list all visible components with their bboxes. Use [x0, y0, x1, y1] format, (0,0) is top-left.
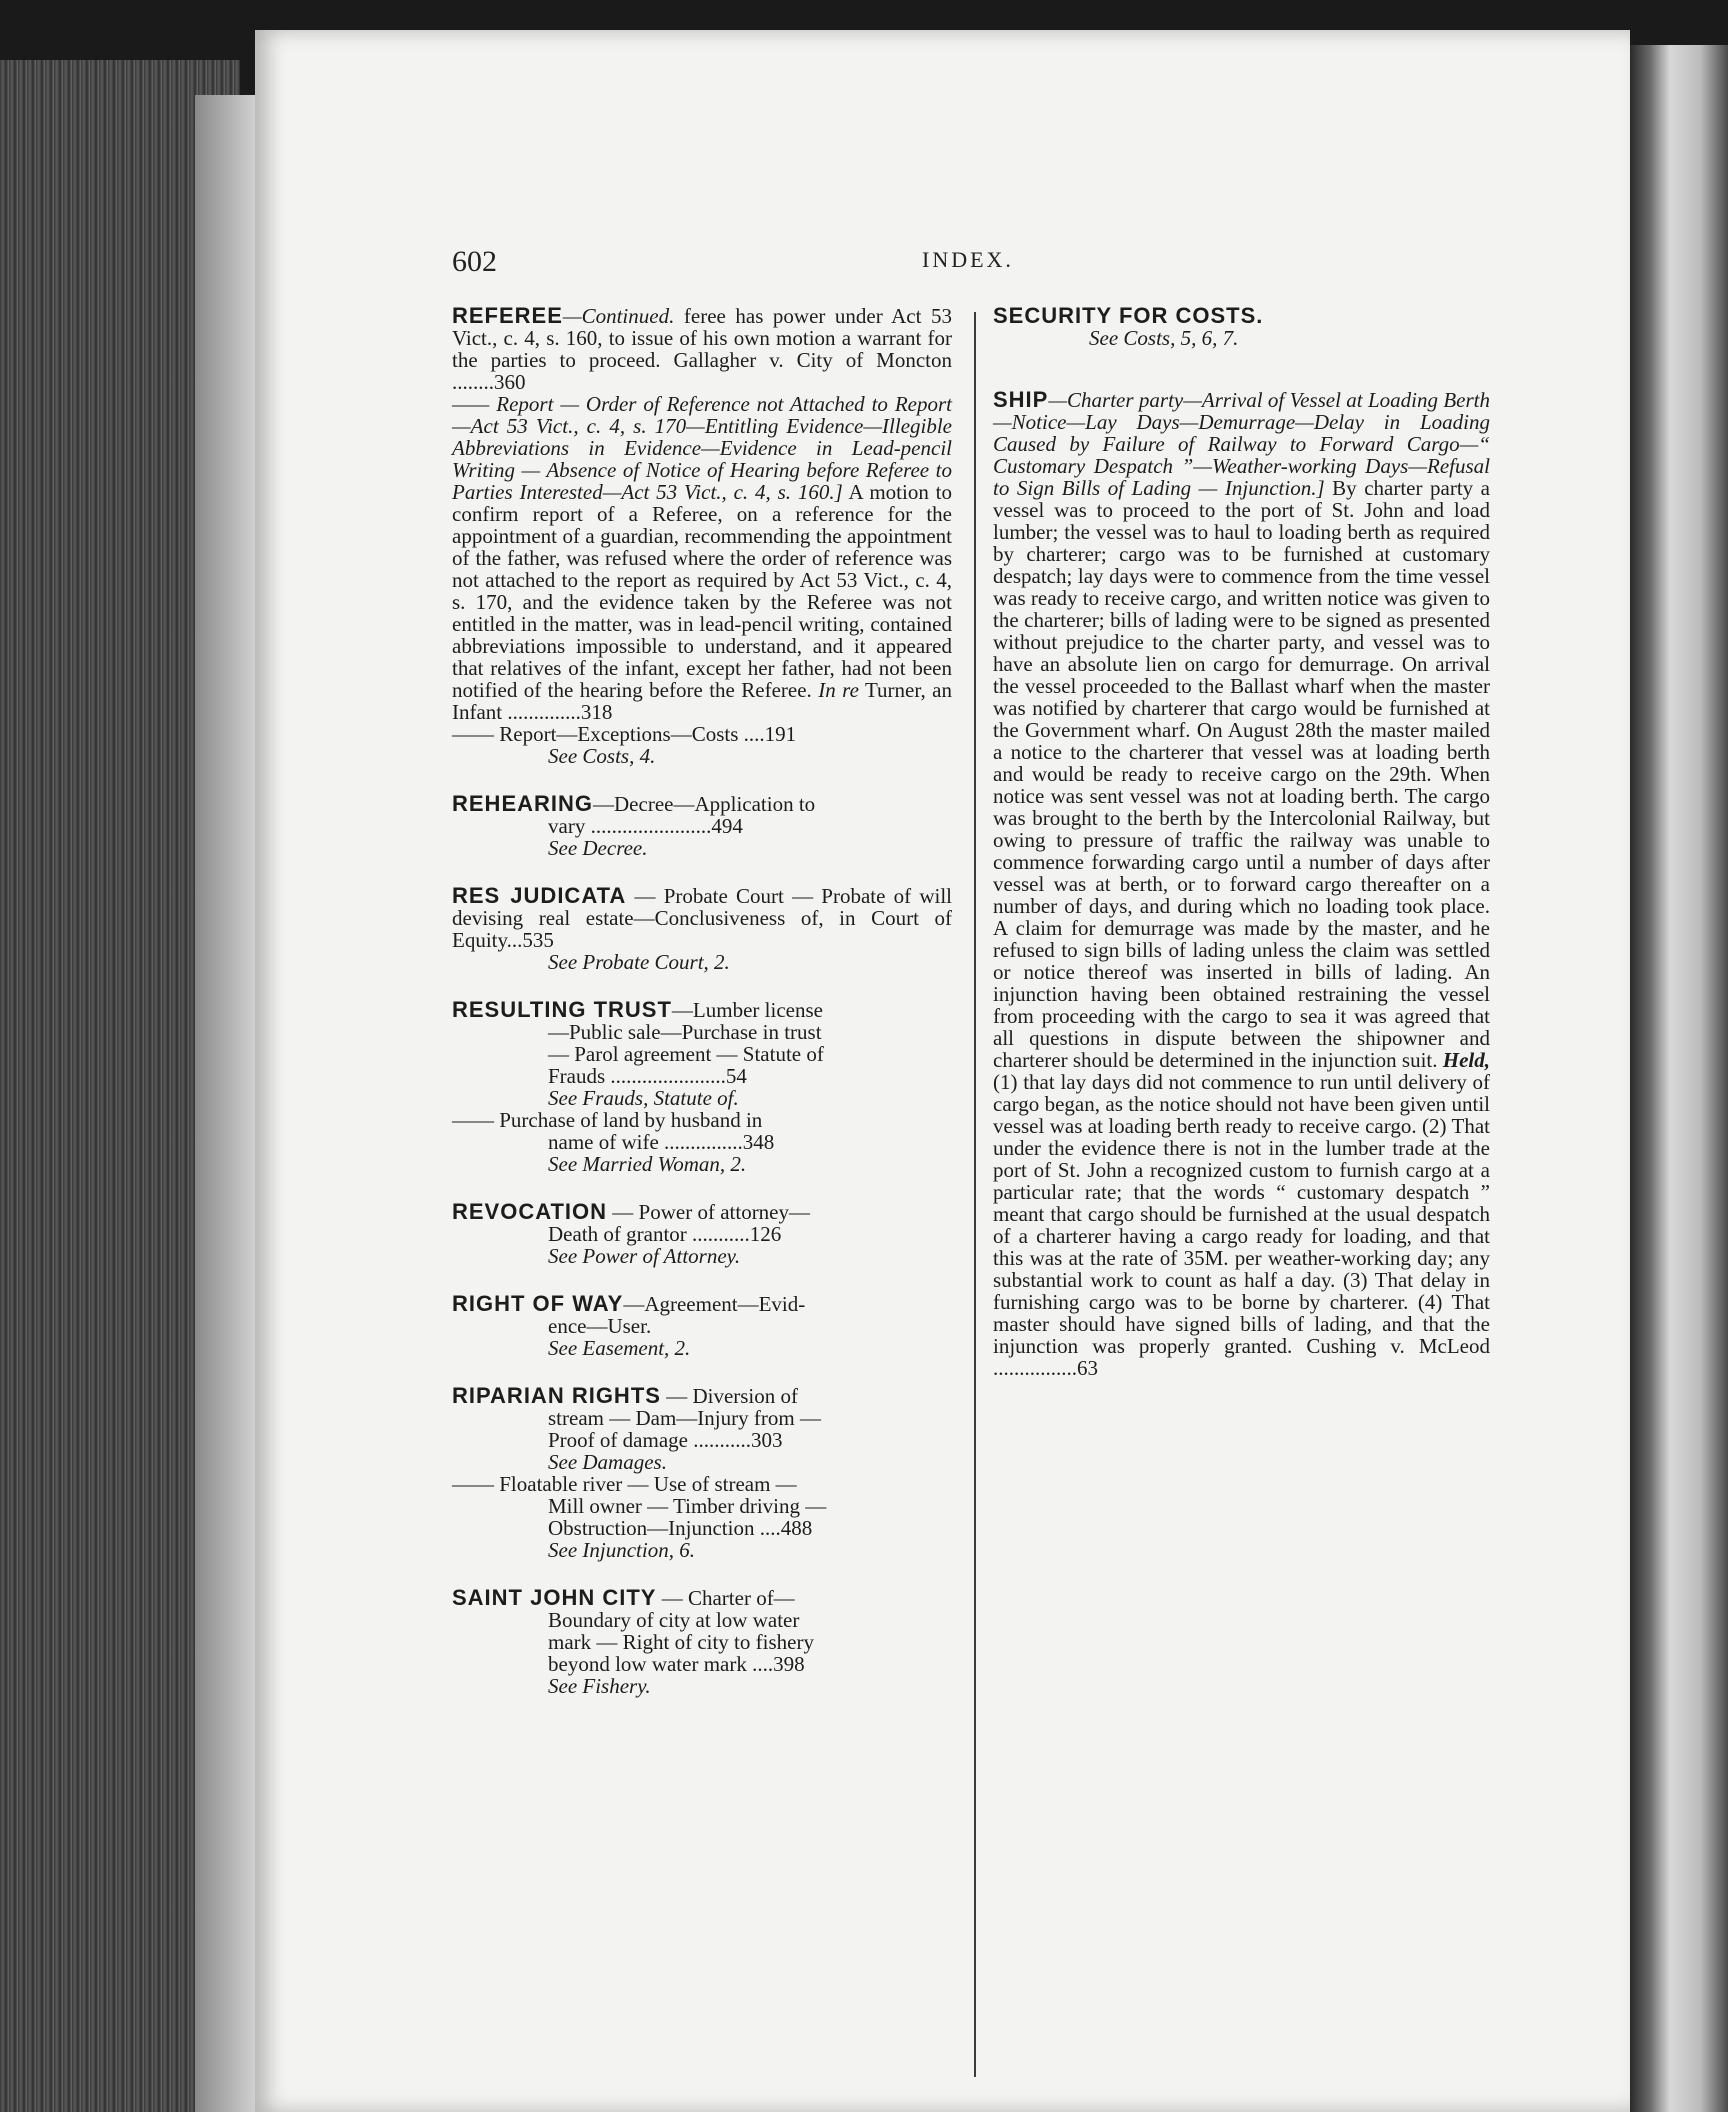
entry-line: Frauds ......................54	[548, 1064, 747, 1088]
entry-line: Proof of damage ...........303	[548, 1428, 783, 1452]
entry-heading: REHEARING	[452, 791, 594, 816]
held-label: Held,	[1442, 1048, 1490, 1072]
sub-entry: —— Purchase of land by husband in	[452, 1108, 763, 1132]
entry-heading: RIPARIAN RIGHTS	[452, 1383, 661, 1408]
citation: Turner, an Infant ..............318	[452, 678, 953, 724]
sub-entry: —— Floatable river — Use of stream —	[452, 1472, 797, 1496]
entry-security-for-costs	[993, 305, 1490, 349]
entry-line: stream — Dam—Injury from —	[548, 1406, 821, 1430]
entry-line: Boundary of city at low water	[548, 1608, 800, 1632]
entry-italic-text: —Charter party—Arrival of Vessel at Loading Berth—Notice—Lay Days—Demurrage—Delay in Loading Caused by Failure of Railway to Forward Cargo—“ Customary Despatch ”—Weather-working Days—Refusal to Sign Bills of Lading — Injunction.]	[993, 388, 1490, 500]
referee-report-para	[452, 393, 952, 723]
see-reference: See Easement, 2.	[548, 1336, 691, 1360]
running-head	[452, 245, 1592, 285]
entry-ship	[993, 389, 1490, 1379]
entry-line: — Parol agreement — Statute of	[548, 1042, 824, 1066]
entry-heading: REFEREE	[452, 303, 563, 328]
entry-heading: RES JUDICATA	[452, 883, 627, 908]
entry-heading: SAINT JOHN CITY	[452, 1585, 657, 1610]
entry-riparian-rights	[452, 1385, 952, 1561]
entry-resulting-trust	[452, 999, 952, 1175]
header-title: INDEX.	[922, 247, 1014, 272]
facing-page-edge	[1630, 45, 1728, 2112]
see-reference: See Frauds, Statute of.	[548, 1086, 739, 1110]
entry-heading: RIGHT OF WAY	[452, 1291, 624, 1316]
see-reference: See Costs, 4.	[548, 744, 656, 768]
entry-text: — Charter of—	[661, 1586, 795, 1610]
see-reference: See Fishery.	[548, 1674, 651, 1698]
entry-text: By charter party a vessel was to proceed to the port of St. John and load lumber; the vessel was to haul to loading berth as required by charterer; cargo was to be furnished at customary despatch; lay days were to commence from the time vessel was ready to receive cargo, and written notice was given to the charterer; bills of lading were to be signed as presented without prejudice to the charter party, and vessel was to have an absolute lien on cargo for demurrage. On arrival the vessel proceeded to the Ballast wharf when the master was notified by charterer that cargo would be furnished at the Government wharf. On August 28th the master mailed a notice to the charterer that vessel was at loading berth and would be ready to receive cargo on the 29th. When notice was sent vessel was not at loading berth. The cargo was brought to the berth by the Intercolonial Railway, but owing to pressure of traffic the railway was unable to commence forwarding cargo until a number of days after vessel was at berth, or to forward cargo thereafter on a number of days, and during which no loading took place. A claim for demurrage was made by the master, and he refused to sign bills of lading unless the claim was settled or notice thereof was inserted in bills of lading. An injunction having been obtained restraining the vessel from proceeding with the cargo to sea it was agreed that all questions in dispute between the shipowner and charterer should be determined in the injunction suit.	[993, 476, 1491, 1072]
entry-text: A motion to confirm report of a Referee, on a reference for the appointment of a guardian, recommending the appointment of the father, was refused where the order of reference was not attached to the report as required by Act 53 Vict., c. 4, s. 170, and the evidence taken by the Referee was not entitled in the matter, was in lead-pencil writing, contained abbreviations impossible to understand, and it appeared that relatives of the infant, except her father, had not been notified of the hearing before the Referee.	[452, 480, 953, 702]
referee-cont-para	[452, 305, 952, 393]
entry-right-of-way	[452, 1293, 952, 1359]
entry-referee	[452, 305, 952, 767]
entry-italic-text: —— Report — Order of Reference not Attached to Report—Act 53 Vict., c. 4, s. 170—Entitling Evidence—Illegible Abbreviations in Evidence—Evidence in Lead-pencil Writing — Absence of Notice of Hearing before Referee to Parties Interested—Act 53 Vict., c. 4, s. 160.]	[452, 392, 952, 504]
entry-line: name of wife ...............348	[548, 1130, 775, 1154]
page-number: 602	[452, 245, 497, 278]
see-reference: See Costs, 5, 6, 7.	[1089, 326, 1239, 350]
entry-text: — Diversion of	[666, 1384, 799, 1408]
column-divider	[974, 312, 976, 2077]
see-reference: See Probate Court, 2.	[548, 950, 730, 974]
entry-line: beyond low water mark ....398	[548, 1652, 805, 1676]
entry-heading: REVOCATION	[452, 1199, 608, 1224]
entry-text: —Lumber license	[671, 998, 823, 1022]
book-page-edge-highlight	[195, 95, 255, 2112]
see-reference: See Decree.	[548, 836, 648, 860]
entry-line: ence—User.	[548, 1314, 652, 1338]
entry-text: —Agreement—Evid-	[623, 1292, 806, 1316]
entry-heading: RESULTING TRUST	[452, 997, 672, 1022]
see-reference: See Damages.	[548, 1450, 667, 1474]
entry-text: feree has power under Act 53 Vict., c. 4, s. 160, to issue of his own motion a warrant for the parties to proceed. Gallagher v. City of Moncton ........360	[452, 304, 952, 394]
citation: Cushing v. McLeod ................63	[993, 1334, 1490, 1380]
entry-rehearing	[452, 793, 952, 859]
citation-italic: In re	[818, 678, 859, 702]
left-column	[452, 305, 952, 1723]
see-reference: See Married Woman, 2.	[548, 1152, 747, 1176]
entry-line: —Public sale—Purchase in trust	[548, 1020, 822, 1044]
entry-text: — Power of attorney—	[612, 1200, 811, 1224]
entry-res-judicata	[452, 885, 952, 973]
entry-line: Obstruction—Injunction ....488	[548, 1516, 813, 1540]
entry-text: (1) that lay days did not commence to run until delivery of cargo began, as the notice should not have been given until vessel was at loading berth ready to receive cargo. (2) That under the evidence there is not in the lumber trade at the port of St. John a recognized custom to furnish cargo at a particular rate; that the words “ customary despatch ” meant that cargo should be furnished at the usual despatch of a charterer having a cargo ready for loading, and that this was at the rate of 35M. per weather-working day; any substantial work to count as half a day. (3) That delay in furnishing cargo was to be borne by charterer. (4) That master should have signed bills of lading, and that the injunction was properly granted.	[993, 1070, 1490, 1358]
continued-label: —Continued.	[562, 304, 675, 328]
entry-line: Mill owner — Timber driving —	[548, 1494, 827, 1518]
see-reference: See Power of Attorney.	[548, 1244, 741, 1268]
entry-revocation	[452, 1201, 952, 1267]
entry-text: —Decree—Application to	[593, 792, 816, 816]
right-column	[993, 305, 1490, 1405]
entry-line: vary .......................494	[548, 814, 743, 838]
entry-line: mark — Right of city to fishery	[548, 1630, 814, 1654]
see-reference: See Injunction, 6.	[548, 1538, 695, 1562]
entry-saint-john-city	[452, 1587, 952, 1697]
entry-heading: SHIP	[993, 387, 1049, 412]
entry-line: Death of grantor ...........126	[548, 1222, 782, 1246]
entry-heading: SECURITY FOR COSTS.	[993, 303, 1264, 328]
sub-entry: —— Report—Exceptions—Costs ....191	[452, 722, 797, 746]
entry-text: — Probate Court — Probate of will devising real estate—Conclusiveness of, in Court of Equity...535	[452, 884, 953, 952]
